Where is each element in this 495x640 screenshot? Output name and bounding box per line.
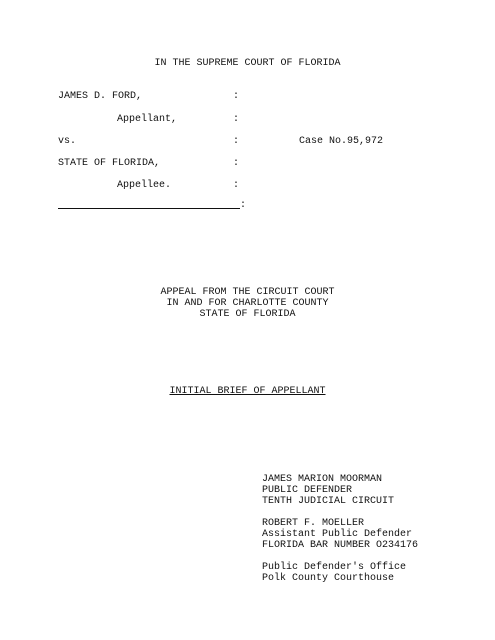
court-title: IN THE SUPREME COURT OF FLORIDA [154,58,341,69]
counsel-line: JAMES MARION MOORMAN [262,474,383,485]
appeal-line-2: IN AND FOR CHARLOTTE COUNTY [166,298,329,309]
appeal-line-1: APPEAL FROM THE CIRCUIT COURT [160,287,335,298]
caption-colon: : [240,200,247,211]
appellant-name: JAMES D. FORD, [58,91,143,102]
appeal-line-3: STATE OF FLORIDA [199,309,296,320]
caption-underline [58,208,240,209]
counsel-line: FLORIDA BAR NUMBER O234176 [262,540,419,551]
counsel-line: Assistant Public Defender [262,529,413,540]
caption-colon: : [233,91,240,102]
counsel-line: PUBLIC DEFENDER [262,485,353,496]
caption-colon: : [233,114,240,125]
versus-label: vs. [58,136,77,147]
appellee-name: STATE OF FLORIDA, [58,158,161,169]
counsel-line: TENTH JUDICIAL CIRCUIT [262,496,395,507]
counsel-line: Public Defender's Office [262,562,407,573]
counsel-line: ROBERT F. MOELLER [262,518,365,529]
brief-title: INITIAL BRIEF OF APPELLANT [169,386,326,397]
caption-colon: : [233,136,240,147]
caption-colon: : [233,180,240,191]
case-number: Case No.95,972 [299,136,384,147]
appellant-role: Appellant, [117,114,178,125]
appellee-role: Appellee. [117,180,172,191]
counsel-line: Polk County Courthouse [262,573,395,584]
caption-colon: : [233,158,240,169]
